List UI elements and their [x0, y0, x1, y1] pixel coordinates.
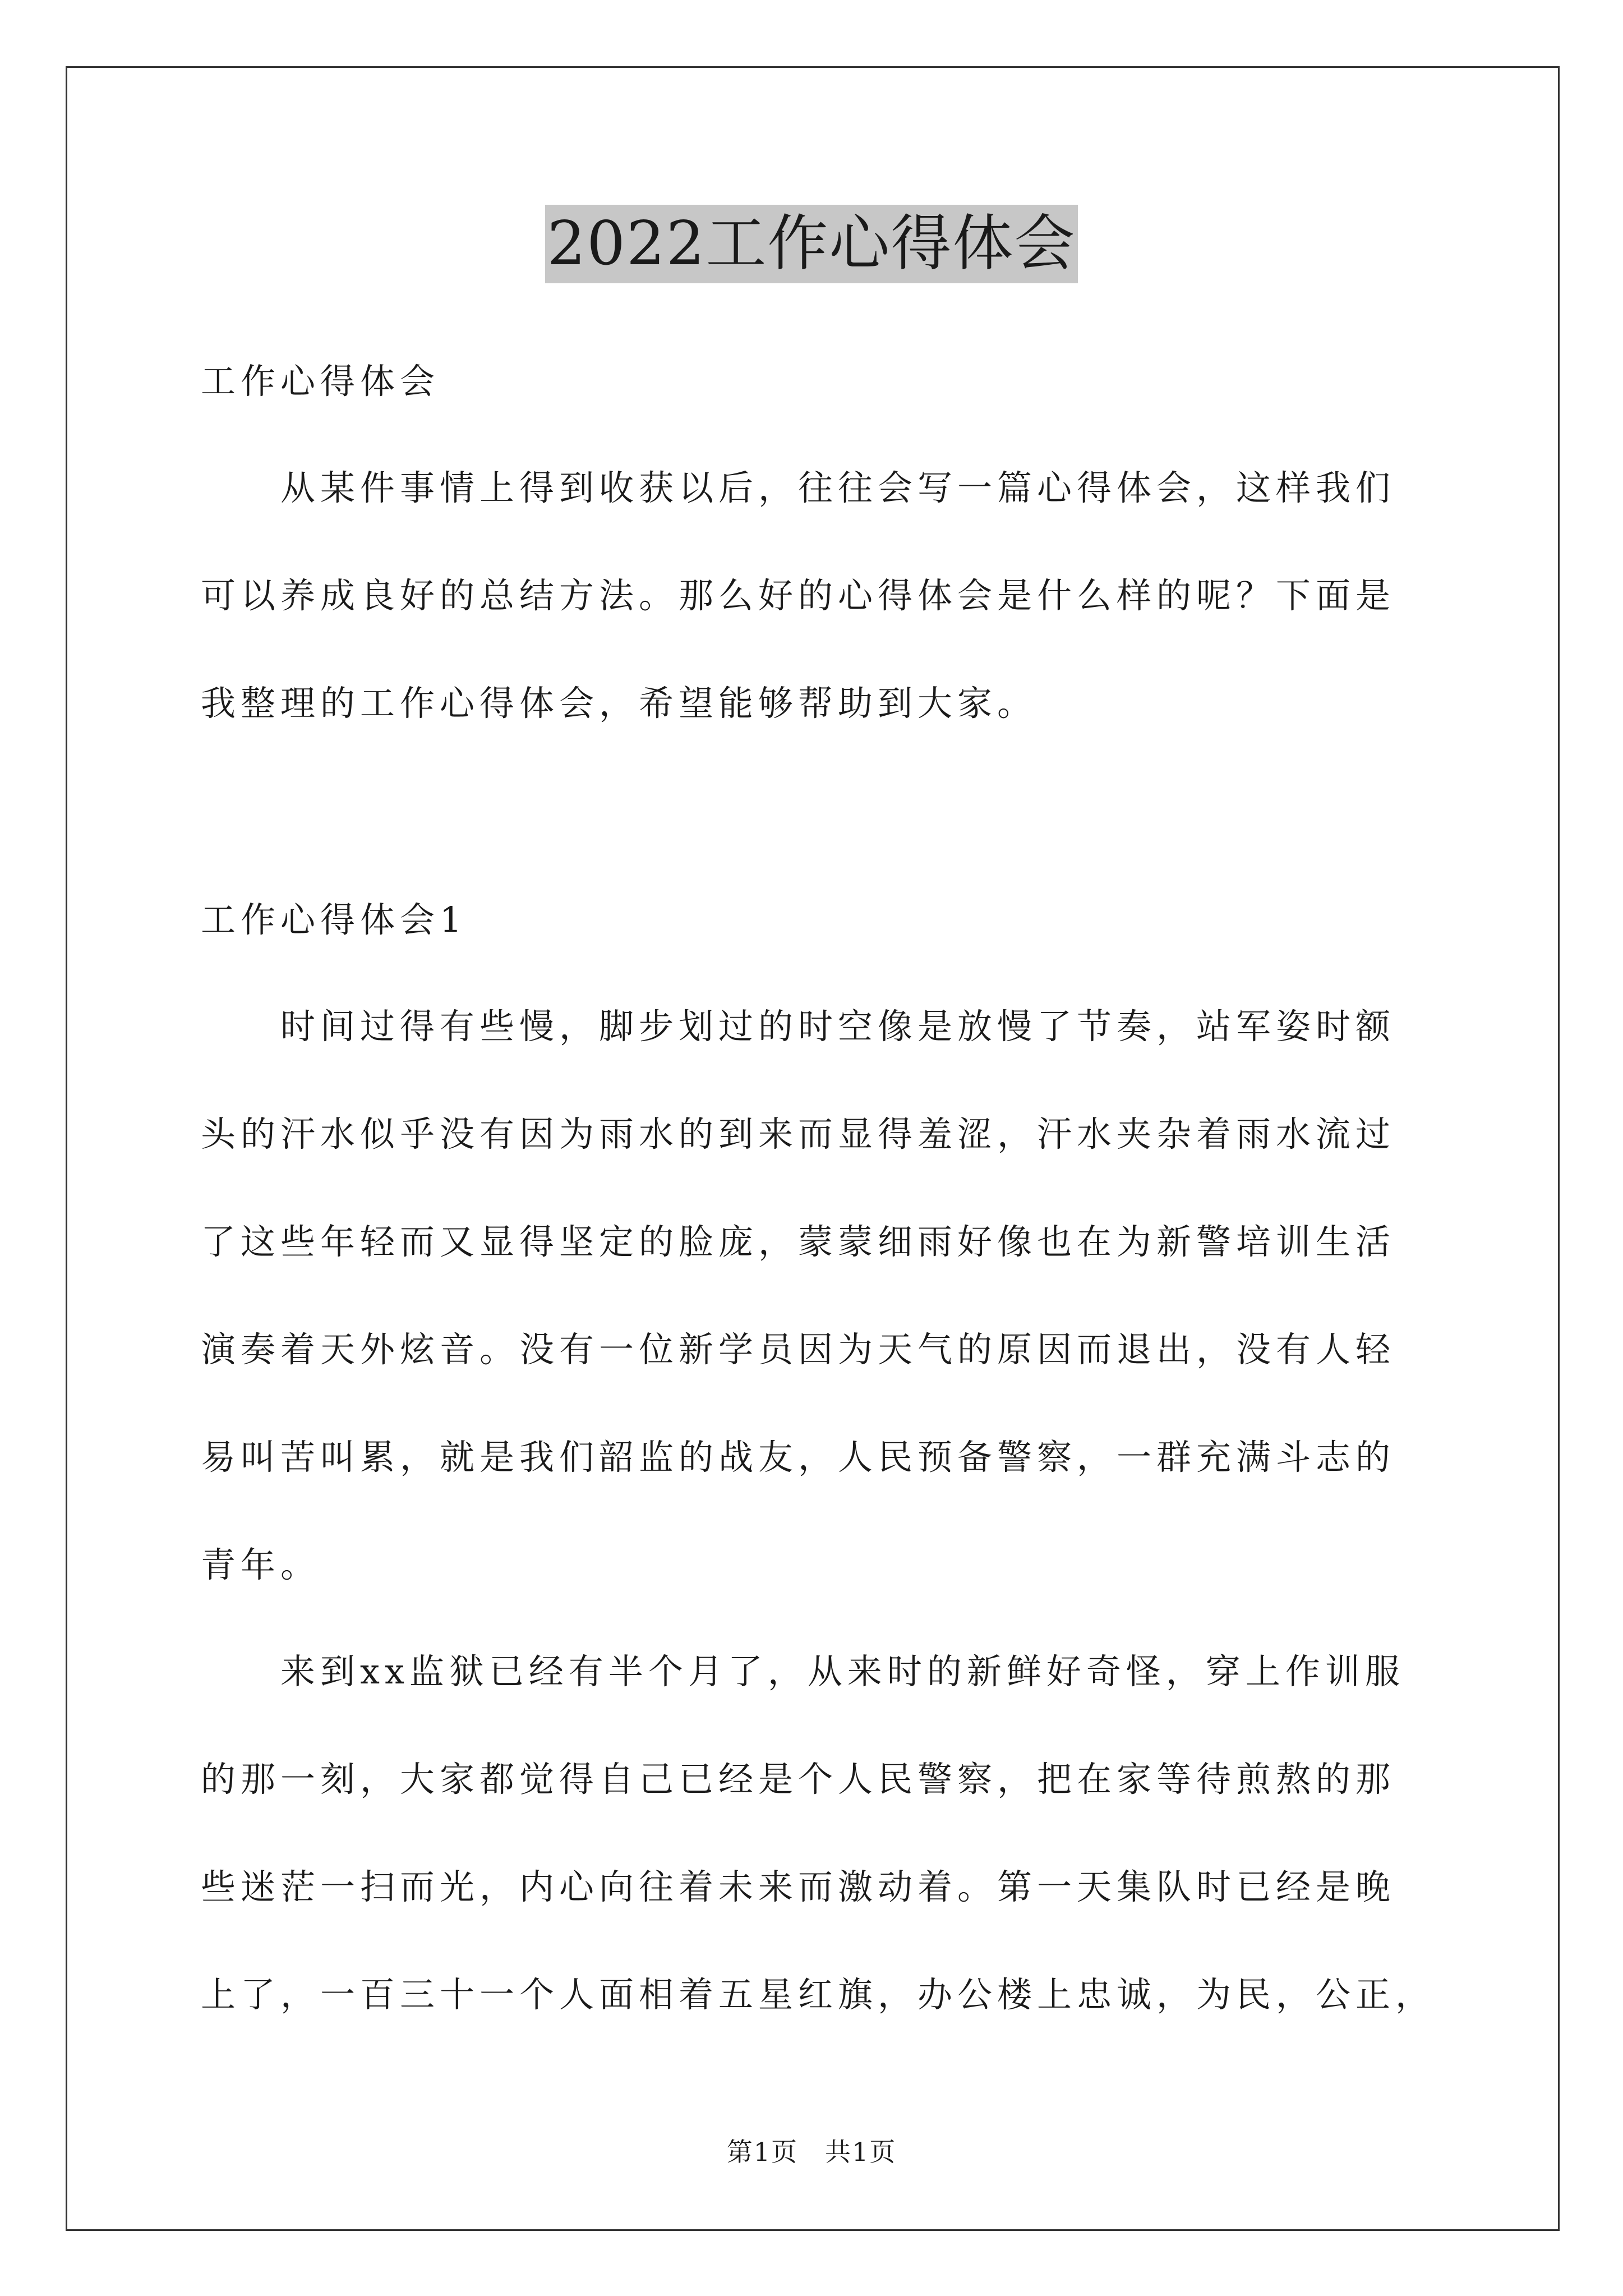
document-title: 2022工作心得体会: [545, 205, 1078, 283]
section1-paragraph-2: [201, 1649, 1436, 2080]
paragraph-line: 从某件事情上得到收获以后，往往会写一篇心得体会，这样我们: [201, 467, 1396, 508]
section1-heading: 工作心得体会1: [201, 899, 467, 940]
paragraph-line: 头的汗水似乎没有因为雨水的到来而显得羞涩，汗水夹杂着雨水流过: [201, 1114, 1396, 1154]
paragraph-line: 上了，一百三十一个人面相着五星红旗，办公楼上忠诚，为民，公正，: [201, 1974, 1436, 2015]
paragraph-line: 可以养成良好的总结方法。那么好的心得体会是什么样的呢？下面是: [201, 575, 1396, 616]
paragraph-line: 些迷茫一扫而光，内心向往着未来而激动着。第一天集队时已经是晚: [201, 1866, 1396, 1907]
paragraph-line: 易叫苦叫累，就是我们韶监的战友，人民预备警察，一群充满斗志的: [201, 1437, 1396, 1478]
paragraph-line: 的那一刻，大家都觉得自己已经是个人民警察，把在家等待煎熬的那: [201, 1759, 1396, 1800]
title-container: [0, 205, 1623, 283]
paragraph-line: 了这些年轻而又显得坚定的脸庞，蒙蒙细雨好像也在为新警培训生活: [201, 1221, 1396, 1262]
paragraph-line: 我整理的工作心得体会，希望能够帮助到大家。: [201, 683, 1038, 724]
paragraph-line: 时间过得有些慢，脚步划过的时空像是放慢了节奏，站军姿时额: [201, 1006, 1396, 1047]
page-footer: 第1页 共1页: [726, 2137, 897, 2167]
intro-paragraph: [201, 466, 1429, 789]
section1-paragraph-1: [201, 1004, 1429, 1650]
paragraph-line: 青年。: [201, 1544, 321, 1585]
intro-heading: 工作心得体会: [201, 361, 440, 402]
paragraph-line: 演奏着天外炫音。没有一位新学员因为天气的原因而退出，没有人轻: [201, 1329, 1396, 1370]
paragraph-line: 来到xx监狱已经有半个月了，从来时的新鲜好奇怪，穿上作训服: [201, 1651, 1405, 1692]
